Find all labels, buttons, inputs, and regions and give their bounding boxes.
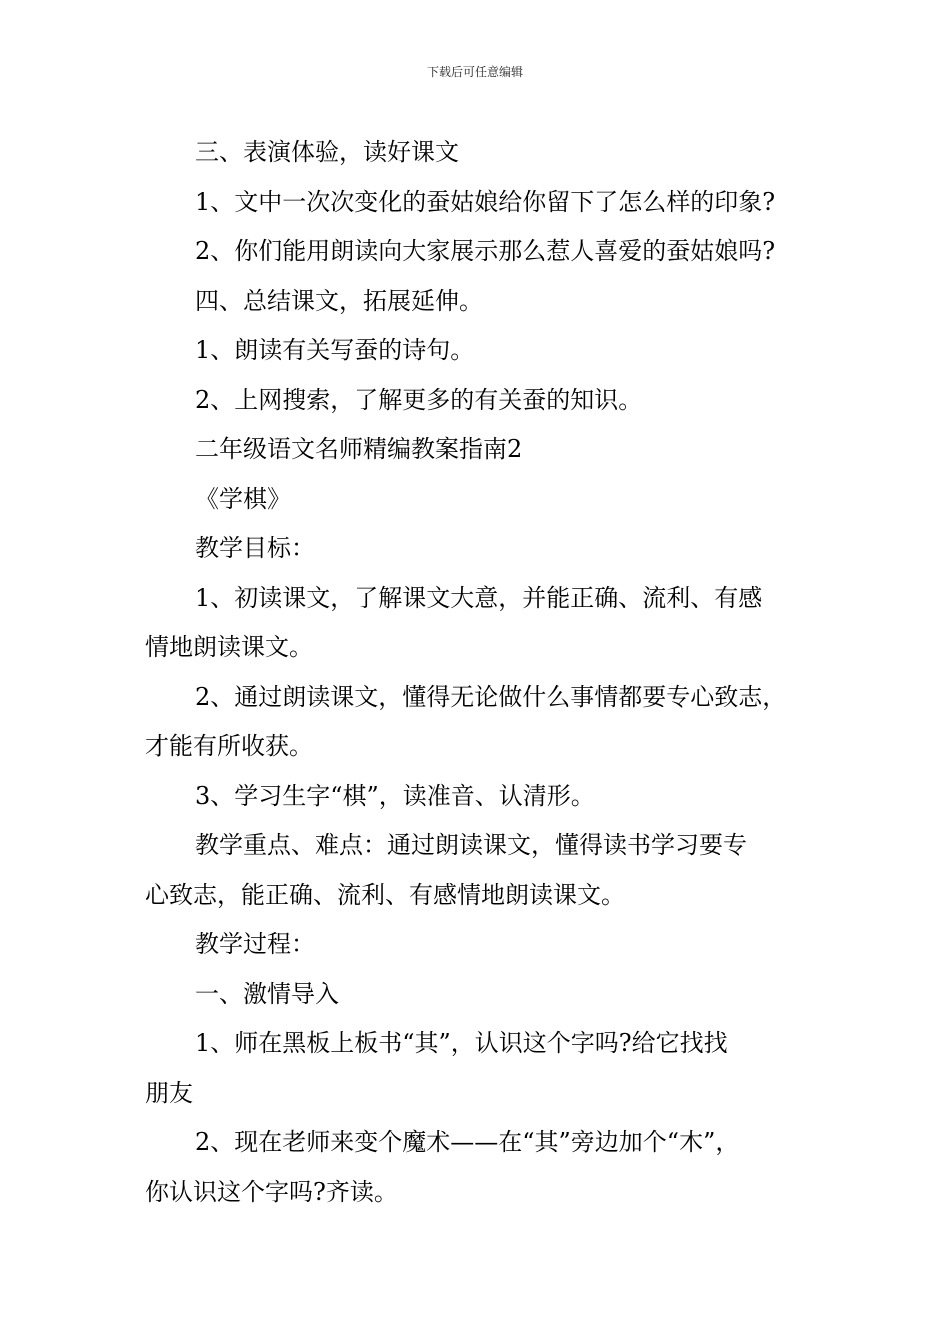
paragraph-line: 1、朗读有关写蚕的诗句。 (195, 336, 475, 364)
paragraph-line: 你认识这个字吗?齐读。 (145, 1177, 398, 1206)
section-heading: 一、激情导入 (195, 979, 339, 1008)
section-heading: 四、总结课文，拓展延伸。 (195, 286, 483, 315)
document-title: 二年级语文名师精编教案指南2 (195, 435, 523, 463)
paragraph-line: 2、现在老师来变个魔术——在“其”旁边加个“木”， (195, 1128, 740, 1156)
paragraph-line: 2、你们能用朗读向大家展示那么惹人喜爱的蚕姑娘吗? (195, 237, 776, 265)
document-body (145, 128, 825, 1217)
paragraph-line: 2、上网搜索，了解更多的有关蚕的知识。 (195, 385, 643, 414)
lesson-title: 《学棋》 (195, 484, 291, 513)
paragraph-line: 1、师在黑板上板书“其”，认识这个字吗?给它找找 (195, 1029, 728, 1057)
paragraph-line: 朋友 (145, 1078, 193, 1107)
paragraph-line: 1、文中一次次变化的蚕姑娘给你留下了怎么样的印象? (195, 187, 776, 216)
paragraph-line: 才能有所收获。 (145, 732, 313, 760)
section-heading: 三、表演体验，读好课文 (195, 138, 459, 166)
paragraph-line: 2、通过朗读课文，懂得无论做什么事情都要专心致志， (195, 682, 787, 711)
paragraph-line: 1、初读课文，了解课文大意，并能正确、流利、有感 (195, 583, 763, 612)
paragraph-line: 教学重点、难点：通过朗读课文，懂得读书学习要专 (195, 831, 747, 859)
section-heading: 教学目标： (195, 534, 315, 562)
paragraph-line: 情地朗读课文。 (145, 633, 313, 661)
section-heading: 教学过程： (195, 930, 315, 958)
paragraph-line: 3、学习生字“棋”，读准音、认清形。 (195, 781, 595, 810)
paragraph-line: 心致志，能正确、流利、有感情地朗读课文。 (145, 880, 625, 909)
page-header: 下载后可任意编辑 (426, 65, 523, 79)
